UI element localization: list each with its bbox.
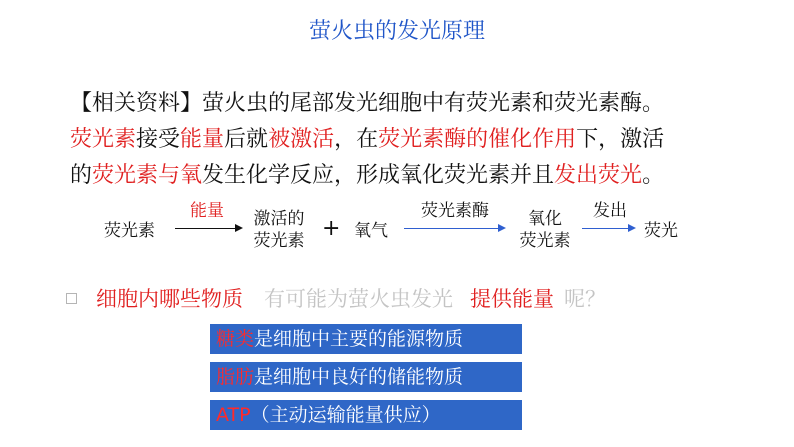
flow-arrow-label-emit: 发出 [593,201,627,221]
question-part-a: 细胞内哪些物质 [96,287,243,311]
reaction-flow-diagram [0,196,794,266]
reference-paragraph [70,86,760,194]
text-segment: 下，激活 [576,127,665,152]
flow-node-oxygen: 氧气 [354,221,388,241]
flow-arrow-3 [582,228,634,229]
answer-text: 是细胞中良好的储能物质 [254,366,464,388]
bullet-checkbox-icon [66,293,77,304]
answer-highlight: 糖类 [216,328,255,350]
flow-node-line: 激活的 [253,209,305,229]
answer-box-sugar [210,324,522,354]
question-part-hidden: 有可能为萤火虫发光 [264,287,453,311]
answer-text: （主动运输能量供应） [250,404,441,426]
flow-node-activated-luciferin [250,208,308,252]
flow-node-light: 荧光 [644,221,678,241]
flow-arrow-2 [404,228,504,229]
flow-arrow-label-luciferase: 荧光素酶 [421,201,489,221]
text-segment: 的 [70,163,93,188]
answer-highlight: 脂肪 [216,366,255,388]
flow-node-line: 荧光素 [519,231,571,251]
term-energy: 能量 [180,127,225,152]
flow-plus-sign: + [322,216,341,241]
flow-node-luciferin: 荧光素 [104,221,155,241]
text-segment: 发生化学反应，形成氧化荧光素并且 [202,163,555,188]
question-line [66,284,766,314]
question-part-b: 提供能量 [470,287,554,311]
flow-node-line: 氧化 [528,209,562,229]
answer-highlight: ATP [216,404,251,426]
term-luciferase-catalysis: 荧光素酶的催化作用 [378,127,577,152]
text-segment: 后就 [224,127,269,152]
text-segment: 接受 [136,127,181,152]
term-emit-light: 发出荧光 [554,163,643,188]
paragraph-line-1: 【相关资料】萤火虫的尾部发光细胞中有荧光素和荧光素酶。 [70,91,665,116]
term-luciferin: 荧光素 [70,127,137,152]
flow-arrow-1 [175,228,241,229]
question-part-c: 呢？ [564,287,606,311]
paragraph-line-2 [70,122,760,158]
answer-box-atp [210,400,522,430]
flow-arrow-label-energy: 能量 [190,201,224,221]
answer-box-fat [210,362,522,392]
term-luciferin-oxygen: 荧光素与氧 [92,163,203,188]
text-segment: 。 [642,163,665,188]
flow-node-oxidized-luciferin [516,208,574,252]
flow-node-line: 荧光素 [253,231,305,251]
paragraph-line-3 [70,158,760,194]
answer-text: 是细胞中主要的能源物质 [254,328,464,350]
term-activated: 被激活 [268,127,335,152]
page-title: 萤火虫的发光原理 [308,19,485,44]
text-segment: ，在 [334,127,379,152]
